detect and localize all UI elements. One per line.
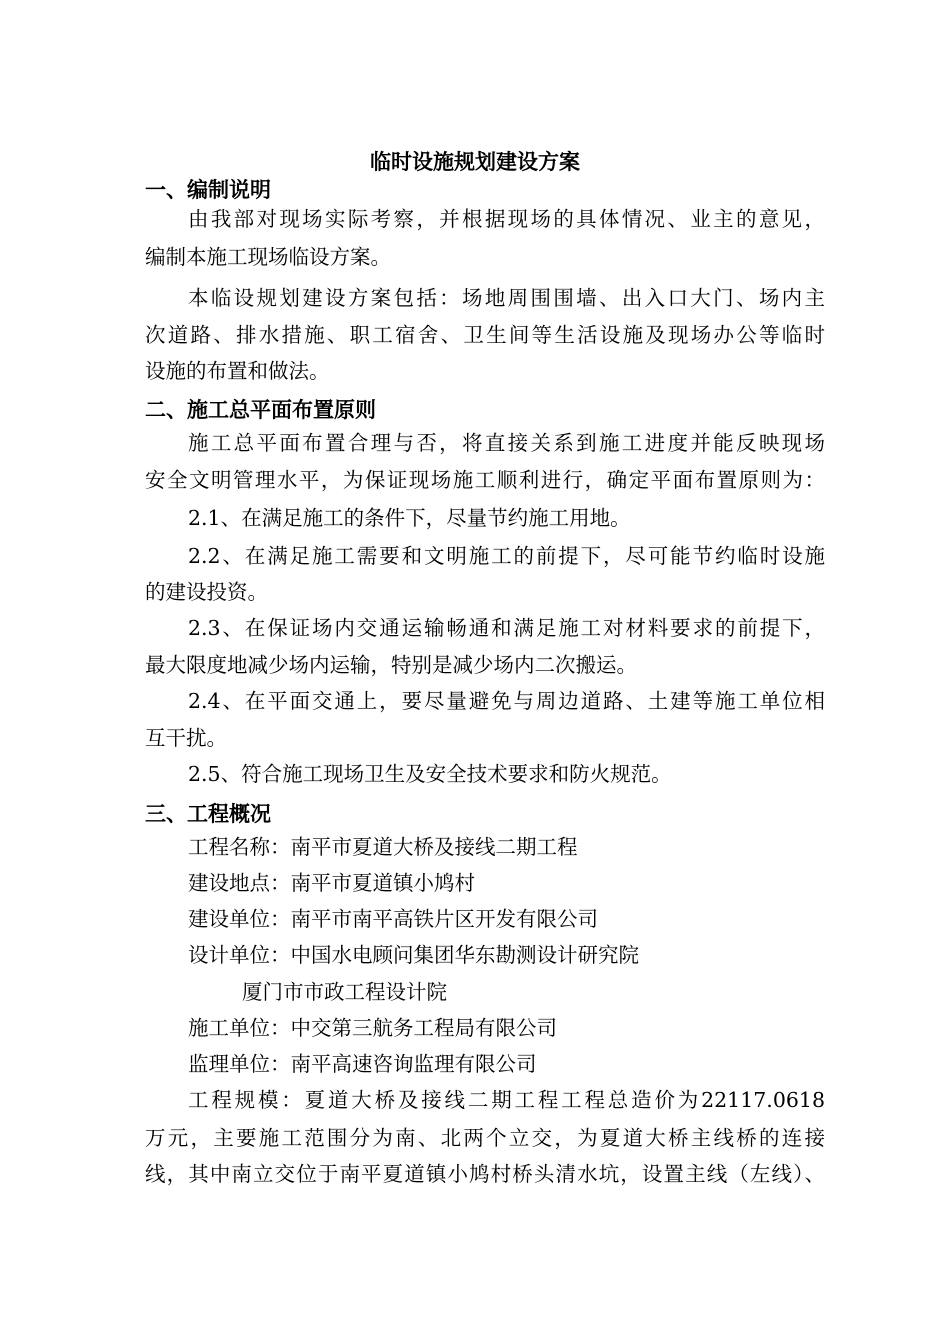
paragraph-line: 施工总平面布置合理与否，将直接关系到施工进度并能反映现场: [188, 431, 825, 455]
section-heading: 三、工程概况: [145, 802, 271, 826]
paragraph-line: 建设单位：南平市南平高铁片区开发有限公司: [188, 907, 598, 931]
paragraph-line: 编制本施工现场临设方案。: [145, 245, 391, 269]
paragraph-line: 2.2、在满足施工需要和文明施工的前提下，尽可能节约临时设施: [188, 544, 825, 568]
paragraph-line: 2.1、在满足施工的条件下，尽量节约施工用地。: [188, 506, 631, 530]
paragraph-line: 的建设投资。: [145, 580, 268, 604]
paragraph-line: 2.3、在保证场内交通运输畅通和满足施工对材料要求的前提下，: [188, 616, 825, 640]
paragraph-line: 线，其中南立交位于南平夏道镇小鸠村桥头清水坑，设置主线（左线）、: [145, 1162, 825, 1186]
document-title: 临时设施规划建设方案: [370, 150, 580, 174]
paragraph-line: 设施的布置和做法。: [145, 359, 330, 383]
paragraph-line: 施工单位：中交第三航务工程局有限公司: [188, 1016, 557, 1040]
section-heading: 二、施工总平面布置原则: [145, 398, 376, 422]
paragraph-line: 2.4、在平面交通上，要尽量避免与周边道路、土建等施工单位相: [188, 689, 825, 713]
paragraph-line: 监理单位：南平高速咨询监理有限公司: [188, 1052, 537, 1076]
paragraph-line: 厦门市市政工程设计院: [242, 980, 447, 1004]
paragraph-line: 工程规模：夏道大桥及接线二期工程工程总造价为22117.0618: [188, 1088, 825, 1112]
section-heading: 一、编制说明: [145, 178, 271, 202]
paragraph-line: 2.5、符合施工现场卫生及安全技术要求和防火规范。: [188, 762, 672, 786]
paragraph-line: 由我部对现场实际考察，并根据现场的具体情况、业主的意见，: [188, 207, 825, 231]
paragraph-line: 互干扰。: [145, 726, 227, 750]
paragraph-line: 最大限度地减少场内运输，特别是减少场内二次搬运。: [145, 653, 637, 677]
paragraph-line: 工程名称：南平市夏道大桥及接线二期工程: [188, 835, 578, 859]
paragraph-line: 万元，主要施工范围分为南、北两个立交，为夏道大桥主线桥的连接: [145, 1126, 825, 1150]
paragraph-line: 安全文明管理水平，为保证现场施工顺利进行，确定平面布置原则为：: [145, 468, 825, 492]
paragraph-line: 本临设规划建设方案包括：场地周围围墙、出入口大门、场内主: [188, 286, 825, 310]
paragraph-line: 建设地点：南平市夏道镇小鸠村: [188, 871, 475, 895]
paragraph-line: 次道路、排水措施、职工宿舍、卫生间等生活设施及现场办公等临时: [145, 323, 825, 347]
paragraph-line: 设计单位：中国水电顾问集团华东勘测设计研究院: [188, 943, 639, 967]
